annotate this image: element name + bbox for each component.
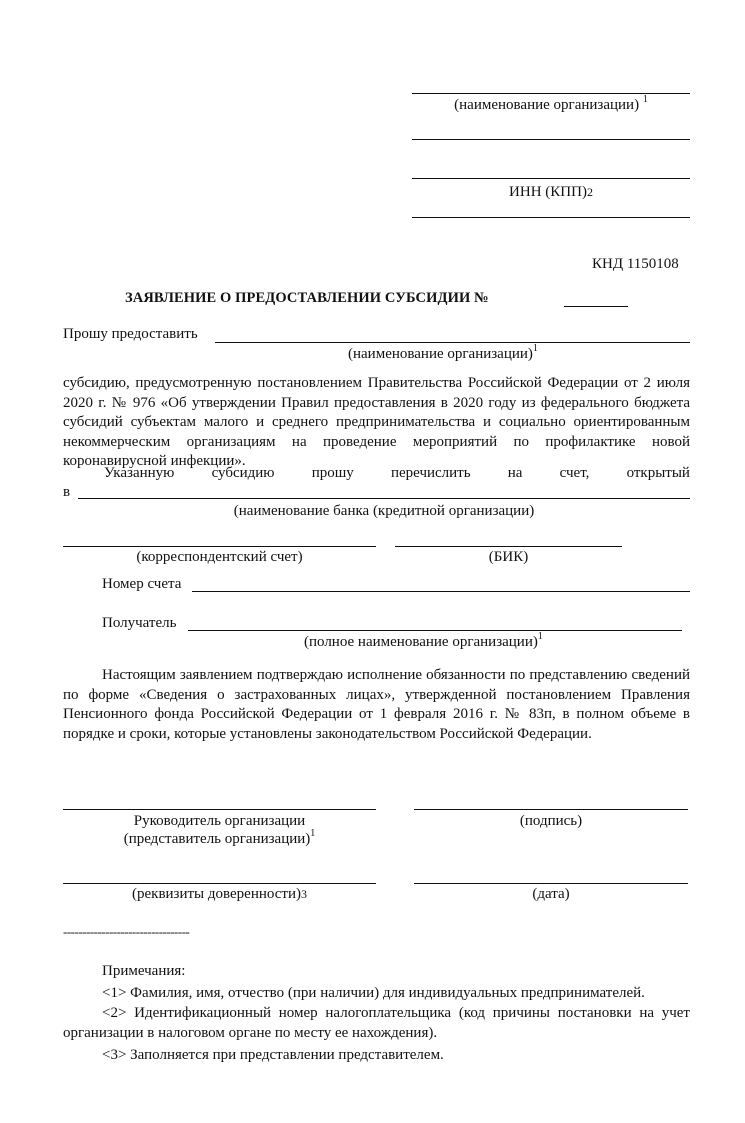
recipient-label: Получатель bbox=[102, 615, 177, 631]
notes-separator: --------------------------------- bbox=[63, 924, 190, 939]
recipient-line[interactable] bbox=[188, 630, 682, 631]
document-title: ЗАЯВЛЕНИЕ О ПРЕДОСТАВЛЕНИИ СУБСИДИИ № bbox=[125, 290, 489, 306]
note-2: <2> Идентификационный номер налогоплательщика (код причины постановки на учет организации в налоговом органе по месту ее нахождения). bbox=[63, 1005, 690, 1041]
head-caption-2 bbox=[63, 830, 376, 849]
account-number-line[interactable] bbox=[192, 591, 690, 592]
inn-note: 2 bbox=[586, 185, 593, 199]
request-body: субсидию, предусмотренную постановлением Правительства Российской Федерации от 2 июля 2020 г. № 976 «Об утверждении Правил предоставления в 2020 году из федерального бюджета субсидий субъектам малого и среднего предпринимательства и социально ориентированным некоммерческим организациям на проведение мероприятий по профилактике новой коронавирусной инфекции». bbox=[63, 375, 690, 470]
corr-account-caption: (корреспондентский счет) bbox=[136, 549, 303, 565]
transfer-word: на bbox=[507, 465, 523, 481]
head-caption-1: Руководитель организации bbox=[133, 813, 306, 829]
transfer-in: в bbox=[63, 484, 71, 500]
transfer-sentence bbox=[104, 464, 690, 483]
head-note: 1 bbox=[310, 828, 316, 839]
signature-line[interactable] bbox=[414, 809, 688, 810]
confirmation-text: Настоящим заявлением подтверждаю исполнение обязанности по представлению сведений по форме «Сведения о застрахованных лицах», утвержденной постановлением Правления Пенсионного фонда Российской Федерации от 1 февраля 2016 г. № 83п, в полном объеме в порядке и сроки, которые установлены законодательством Российской Федерации. bbox=[63, 667, 690, 742]
org-name-label: (наименование организации) bbox=[454, 97, 640, 113]
org-name-line[interactable] bbox=[412, 93, 690, 94]
bank-name-line[interactable] bbox=[78, 498, 690, 499]
recipient-note: 1 bbox=[537, 631, 543, 642]
recipient-caption bbox=[304, 633, 543, 652]
account-number-label: Номер счета bbox=[102, 576, 182, 592]
application-number-line[interactable] bbox=[564, 306, 628, 307]
org-name-note: 1 bbox=[642, 94, 648, 105]
request-prefix: Прошу предоставить bbox=[63, 326, 198, 342]
poa-line[interactable] bbox=[63, 883, 376, 884]
inn-caption bbox=[412, 183, 690, 202]
inn-line-2[interactable] bbox=[412, 217, 690, 218]
transfer-word: перечислить bbox=[390, 465, 471, 481]
notes-heading: Примечания: bbox=[102, 963, 186, 979]
poa-caption bbox=[63, 885, 376, 904]
corr-account-line[interactable] bbox=[63, 546, 376, 547]
note-3: <3> Заполняется при представлении представителем. bbox=[102, 1047, 444, 1063]
date-caption: (дата) bbox=[532, 886, 570, 902]
head-signature-line[interactable] bbox=[63, 809, 376, 810]
request-org-note: 1 bbox=[532, 343, 538, 354]
transfer-word: открытый bbox=[626, 465, 690, 481]
bik-line[interactable] bbox=[395, 546, 622, 547]
bik-caption: (БИК) bbox=[488, 549, 529, 565]
inn-label: ИНН (КПП) bbox=[509, 184, 587, 200]
request-org-caption bbox=[348, 345, 538, 364]
inn-line[interactable] bbox=[412, 178, 690, 179]
head-caption-2-label: (представитель организации) bbox=[123, 831, 311, 847]
recipient-caption-label: (полное наименование организации) bbox=[304, 634, 538, 650]
date-line[interactable] bbox=[414, 883, 688, 884]
org-name-caption bbox=[412, 96, 690, 115]
note-1: <1> Фамилия, имя, отчество (при наличии) для индивидуальных предпринимателей. bbox=[102, 985, 645, 1001]
signature-caption: (подпись) bbox=[519, 813, 583, 829]
knd-code: КНД 1150108 bbox=[592, 256, 679, 272]
transfer-word: счет, bbox=[559, 465, 590, 481]
transfer-word: субсидию bbox=[211, 465, 275, 481]
poa-label: (реквизиты доверенности) bbox=[132, 886, 301, 902]
transfer-word: Указанную bbox=[104, 465, 175, 481]
request-org-label: (наименование организации) bbox=[348, 346, 533, 362]
org-name-line-2[interactable] bbox=[412, 139, 690, 140]
transfer-word: прошу bbox=[311, 465, 354, 481]
poa-note: 3 bbox=[301, 887, 307, 901]
bank-name-caption: (наименование банка (кредитной организации) bbox=[233, 503, 535, 519]
request-org-line[interactable] bbox=[215, 342, 690, 343]
